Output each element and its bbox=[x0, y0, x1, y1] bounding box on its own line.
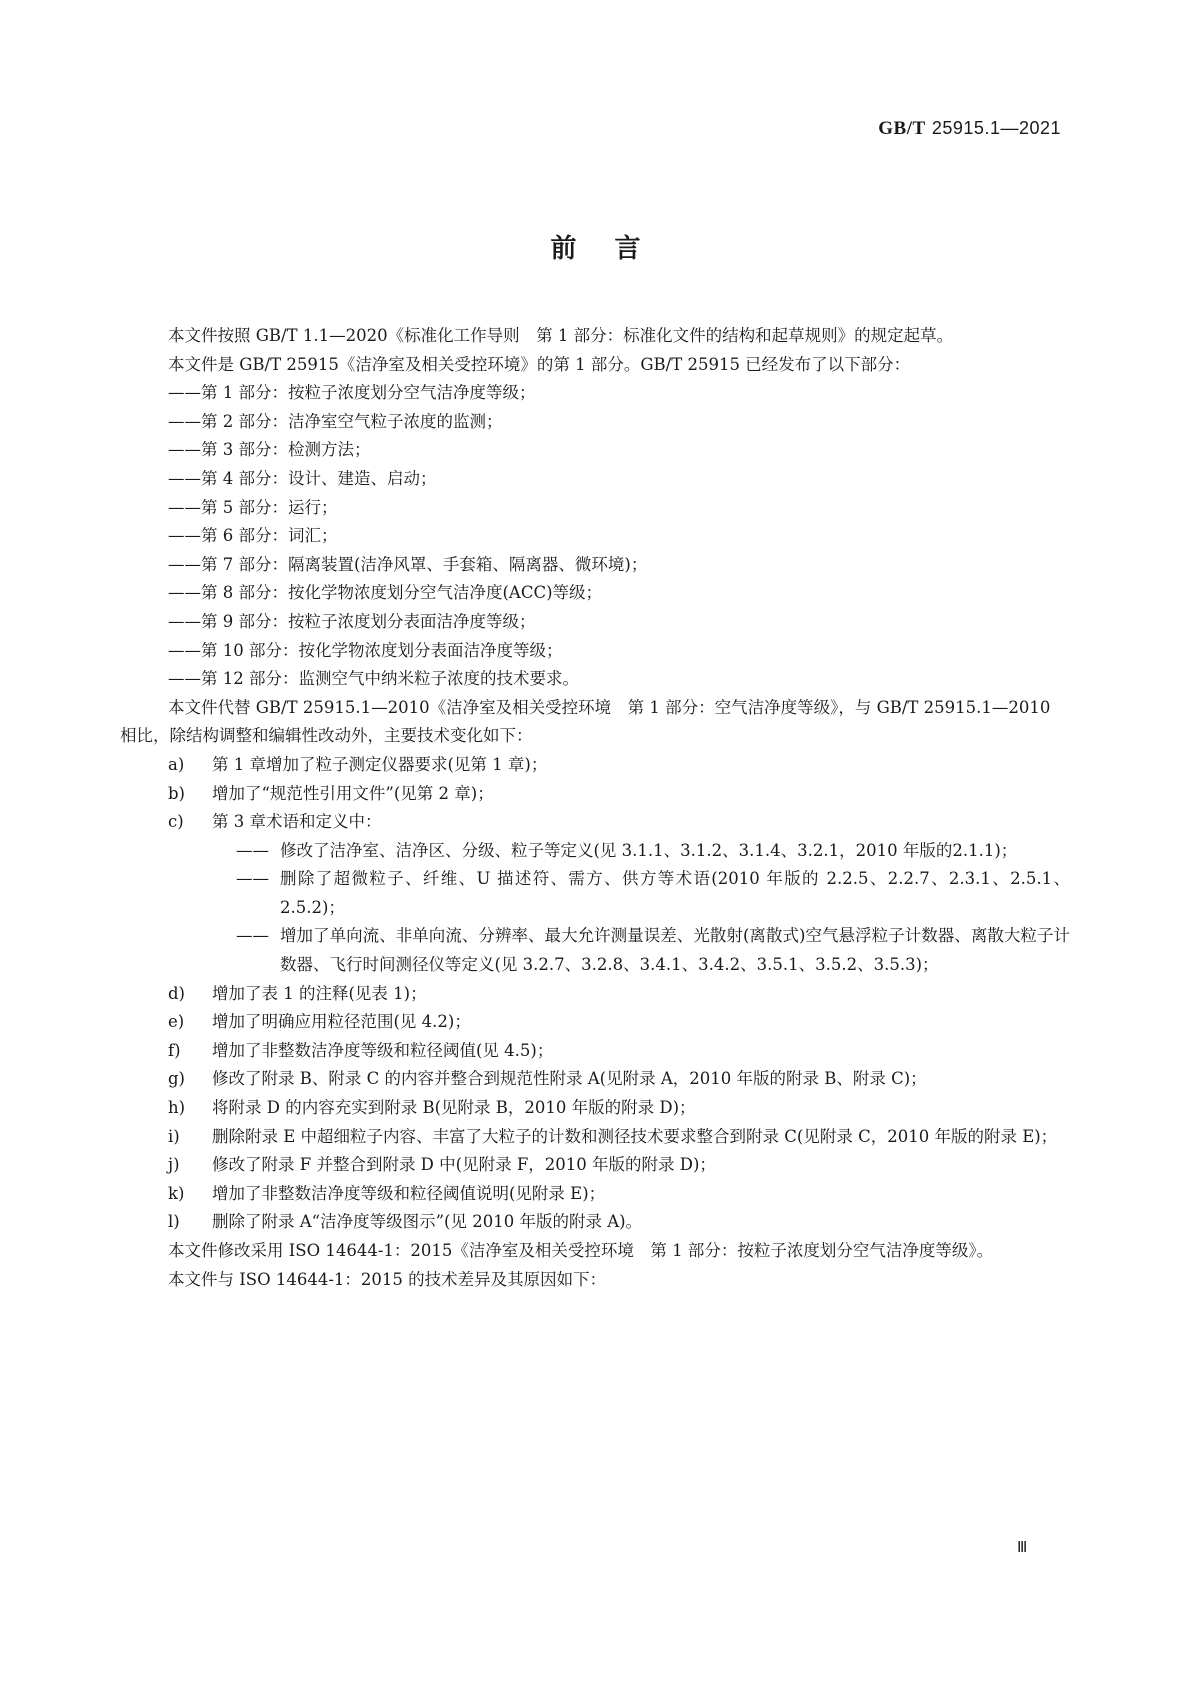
list-item: ——第 7 部分：隔离装置(洁净风罩、手套箱、隔离器、微环境)； bbox=[168, 554, 648, 574]
change-item-g bbox=[120, 1065, 1070, 1094]
page-number: Ⅲ bbox=[1017, 1540, 1027, 1556]
page-title: 前言 bbox=[550, 234, 679, 264]
item-label: b) bbox=[168, 783, 185, 803]
item-text: 增加了非整数洁净度等级和粒径阈值说明(见附录 E)； bbox=[212, 1183, 606, 1203]
list-item: ——第 8 部分：按化学物浓度划分空气洁净度(ACC)等级； bbox=[168, 583, 603, 603]
item-label: l) bbox=[168, 1212, 180, 1232]
list-item: ——第 3 部分：检测方法； bbox=[168, 440, 371, 460]
item-label: c) bbox=[168, 812, 184, 832]
sub-item bbox=[120, 837, 1070, 866]
changes-list bbox=[120, 751, 1070, 1237]
list-item: ——第 2 部分：洁净室空气粒子浓度的监测； bbox=[168, 411, 503, 431]
item-text: 修改了附录 F 并整合到附录 D 中(见附录 F，2010 年版的附录 D)； bbox=[212, 1155, 716, 1175]
item-text: 第 1 章增加了粒子测定仪器要求(见第 1 章)； bbox=[212, 754, 548, 774]
document-header bbox=[878, 118, 1061, 140]
list-item: ——第 4 部分：设计、建造、启动； bbox=[168, 468, 437, 488]
standard-number: 25915.1—2021 bbox=[931, 118, 1061, 138]
paragraph-replaces: 本文件代替 GB/T 25915.1—2010《洁净室及相关受控环境 第 1 部分：空气洁净度等级》，与 GB/T 25915.1—2010 相比，除结构调整和编辑性改动外，主要技术变化如下： bbox=[120, 697, 1051, 746]
list-item: ——第 5 部分：运行； bbox=[168, 497, 338, 517]
item-text: 增加了表 1 的注释(见表 1)； bbox=[212, 983, 427, 1003]
sub-item-text: 删除了超微粒子、纤维、U 描述符、需方、供方等术语(2010 年版的 2.2.5、2.2.7、2.3.1、2.5.1、2.5.2)； bbox=[280, 869, 1070, 917]
item-label: e) bbox=[168, 1012, 185, 1032]
list-item: ——第 12 部分：监测空气中纳米粒子浓度的技术要求。 bbox=[168, 669, 579, 689]
parts-list bbox=[120, 379, 1070, 694]
list-item: ——第 9 部分：按粒子浓度划分表面洁净度等级； bbox=[168, 611, 536, 631]
paragraph-iso-adoption: 本文件修改采用 ISO 14644-1：2015《洁净室及相关受控环境 第 1 部分：按粒子浓度划分空气洁净度等级》。 bbox=[168, 1241, 994, 1260]
change-item-a bbox=[120, 751, 1070, 780]
dash-marker: —— bbox=[236, 840, 269, 860]
change-item-d bbox=[120, 980, 1070, 1009]
item-label: d) bbox=[168, 983, 185, 1003]
item-label: i) bbox=[168, 1126, 180, 1146]
sub-item-text: 增加了单向流、非单向流、分辨率、最大允许测量误差、光散射(离散式)空气悬浮粒子计数器、离散大粒子计数器、飞行时间测径仪等定义(见 3.2.7、3.2.8、3.4.1、3.4.2、3.5.1、3.5.2、3.5.3)； bbox=[280, 926, 1070, 975]
paragraph-drafting-rules: 本文件按照 GB/T 1.1—2020《标准化工作导则 第 1 部分：标准化文件的结构和起草规则》的规定起草。 bbox=[168, 326, 954, 345]
item-text: 将附录 D 的内容充实到附录 B(见附录 B，2010 年版的附录 D)； bbox=[212, 1098, 696, 1118]
item-text: 增加了非整数洁净度等级和粒径阈值(见 4.5)； bbox=[212, 1040, 554, 1060]
sub-item bbox=[120, 922, 1070, 979]
item-text: 增加了明确应用粒径范围(见 4.2)； bbox=[212, 1012, 471, 1032]
change-item-e bbox=[120, 1008, 1070, 1037]
document-body bbox=[120, 322, 1070, 1294]
item-text: 删除了附录 A“洁净度等级图示”(见 2010 年版的附录 A)。 bbox=[212, 1212, 643, 1232]
change-item-i bbox=[120, 1123, 1070, 1152]
list-item: ——第 6 部分：词汇； bbox=[168, 526, 338, 546]
item-label: k) bbox=[168, 1183, 185, 1203]
change-item-l bbox=[120, 1208, 1070, 1237]
list-item: ——第 1 部分：按粒子浓度划分空气洁净度等级； bbox=[168, 383, 536, 403]
dash-marker: —— bbox=[236, 926, 269, 946]
change-item-h bbox=[120, 1094, 1070, 1123]
change-item-j bbox=[120, 1151, 1070, 1180]
paragraph-series-intro: 本文件是 GB/T 25915《洁净室及相关受控环境》的第 1 部分。GB/T 25915 已经发布了以下部分： bbox=[168, 354, 911, 374]
dash-marker: —— bbox=[236, 869, 269, 889]
paragraph-technical-differences: 本文件与 ISO 14644-1：2015 的技术差异及其原因如下： bbox=[168, 1269, 607, 1289]
item-text: 修改了附录 B、附录 C 的内容并整合到规范性附录 A(见附录 A，2010 年版的附录 B、附录 C)； bbox=[212, 1069, 927, 1089]
item-label: j) bbox=[168, 1155, 180, 1175]
item-label: f) bbox=[168, 1040, 181, 1060]
item-text: 第 3 章术语和定义中： bbox=[212, 812, 382, 832]
item-label: h) bbox=[168, 1098, 186, 1118]
item-label: a) bbox=[168, 754, 185, 774]
change-item-k bbox=[120, 1180, 1070, 1209]
item-text: 增加了“规范性引用文件”(见第 2 章)； bbox=[212, 783, 494, 803]
change-item-c bbox=[120, 808, 1070, 837]
sub-item bbox=[120, 865, 1070, 922]
item-text: 删除附录 E 中超细粒子内容、丰富了大粒子的计数和测径技术要求整合到附录 C(见附录 C，2010 年版的附录 E)； bbox=[212, 1126, 1058, 1146]
sub-item-text: 修改了洁净室、洁净区、分级、粒子等定义(见 3.1.1、3.1.2、3.1.4、3.2.1，2010 年版的2.1.1)； bbox=[280, 840, 1018, 860]
change-item-b bbox=[120, 780, 1070, 809]
list-item: ——第 10 部分：按化学物浓度划分表面洁净度等级； bbox=[168, 640, 563, 660]
change-item-f bbox=[120, 1037, 1070, 1066]
item-label: g) bbox=[168, 1069, 185, 1089]
standard-prefix: GB/T bbox=[878, 118, 926, 139]
